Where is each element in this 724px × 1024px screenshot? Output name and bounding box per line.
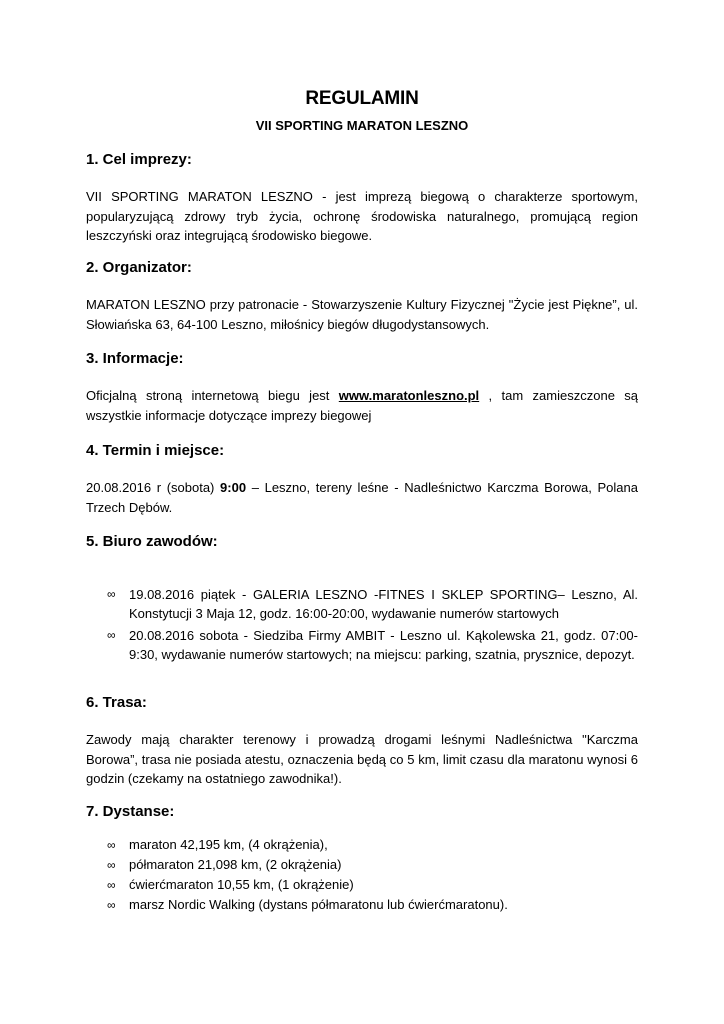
bullet-infinity-icon: ∞ (107, 898, 116, 912)
section-7-heading: 7. Dystanse: (86, 803, 175, 820)
bullet-infinity-icon: ∞ (107, 628, 116, 642)
list-item-text: marsz Nordic Walking (dystans półmaratonu lub ćwierćmaratonu). (129, 897, 508, 912)
section-7-list (86, 835, 638, 915)
section-5-heading: 5. Biuro zawodów: (86, 533, 218, 550)
bullet-infinity-icon: ∞ (107, 838, 116, 852)
section-1-heading: 1. Cel imprezy: (86, 151, 192, 168)
document-title: REGULAMIN (305, 88, 419, 109)
list-item (86, 835, 638, 855)
list-item (86, 626, 638, 664)
section-5-list (86, 585, 638, 664)
section-6-text: Zawody mają charakter terenowy i prowadzą drogami leśnymi Nadleśnictwa "Karczma Borowa”, trasa nie posiada atestu, oznaczenia będą co 5 km, limit czasu dla maratonu wynosi 6 godzin (czekamy na ostatniego zawodnika!). (86, 732, 638, 786)
list-item (86, 855, 638, 875)
list-item-text: maraton 42,195 km, (4 okrążenia), (129, 837, 328, 852)
list-item-text: ćwierćmaraton 10,55 km, (1 okrążenie) (129, 877, 354, 892)
section-3-text-after: , tam zamieszczone są wszystkie informacje dotyczące imprezy biegowej (86, 388, 639, 423)
section-4-time: 9:00 (220, 480, 247, 495)
list-item-text: 19.08.2016 piątek - GALERIA LESZNO -FITNES I SKLEP SPORTING– Leszno, Al. Konstytucji 3 Maja 12, godz. 16:00-20:00, wydawanie numerów startowych (129, 587, 638, 621)
document-subtitle: VII SPORTING MARATON LESZNO (255, 118, 469, 133)
section-3-text-before: Oficjalną stroną internetową biegu jest (86, 388, 339, 403)
section-1-text: VII SPORTING MARATON LESZNO - jest imprezą biegową o charakterze sportowym, popularyzującą zdrowy tryb życia, ochronę środowiska naturalnego, promującą region leszczyński oraz integrującą środowisko biegowe. (86, 189, 638, 243)
list-item-text: półmaraton 21,098 km, (2 okrążenia) (129, 857, 342, 872)
section-4-date: 20.08.2016 r (sobota) (86, 480, 221, 495)
list-item (86, 875, 638, 895)
list-item (86, 895, 638, 915)
section-3-text (86, 386, 638, 425)
section-4-heading: 4. Termin i miejsce: (86, 442, 225, 459)
section-4-place: – Leszno, tereny leśne - Nadleśnictwo Karczma Borowa, Polana Trzech Dębów. (86, 480, 638, 515)
list-item-text: 20.08.2016 sobota - Siedziba Firmy AMBIT - Leszno ul. Kąkolewska 21, godz. 07:00-9:30, wydawanie numerów startowych; na miejscu: parking, szatnia, prysznice, depozyt. (129, 628, 638, 662)
bullet-infinity-icon: ∞ (107, 587, 116, 601)
section-6-heading: 6. Trasa: (86, 694, 147, 711)
section-2-text: MARATON LESZNO przy patronacie - Stowarzyszenie Kultury Fizycznej "Życie jest Piękne”, ul. Słowiańska 63, 64-100 Leszno, miłośnicy biegów długodystansowych. (86, 297, 638, 332)
bullet-infinity-icon: ∞ (107, 858, 116, 872)
list-item (86, 585, 638, 623)
website-link[interactable]: www.maratonleszno.pl (338, 388, 480, 403)
bullet-infinity-icon: ∞ (107, 878, 116, 892)
section-3-heading: 3. Informacje: (86, 350, 184, 367)
section-2-heading: 2. Organizator: (86, 259, 192, 276)
section-4-text (86, 478, 638, 517)
